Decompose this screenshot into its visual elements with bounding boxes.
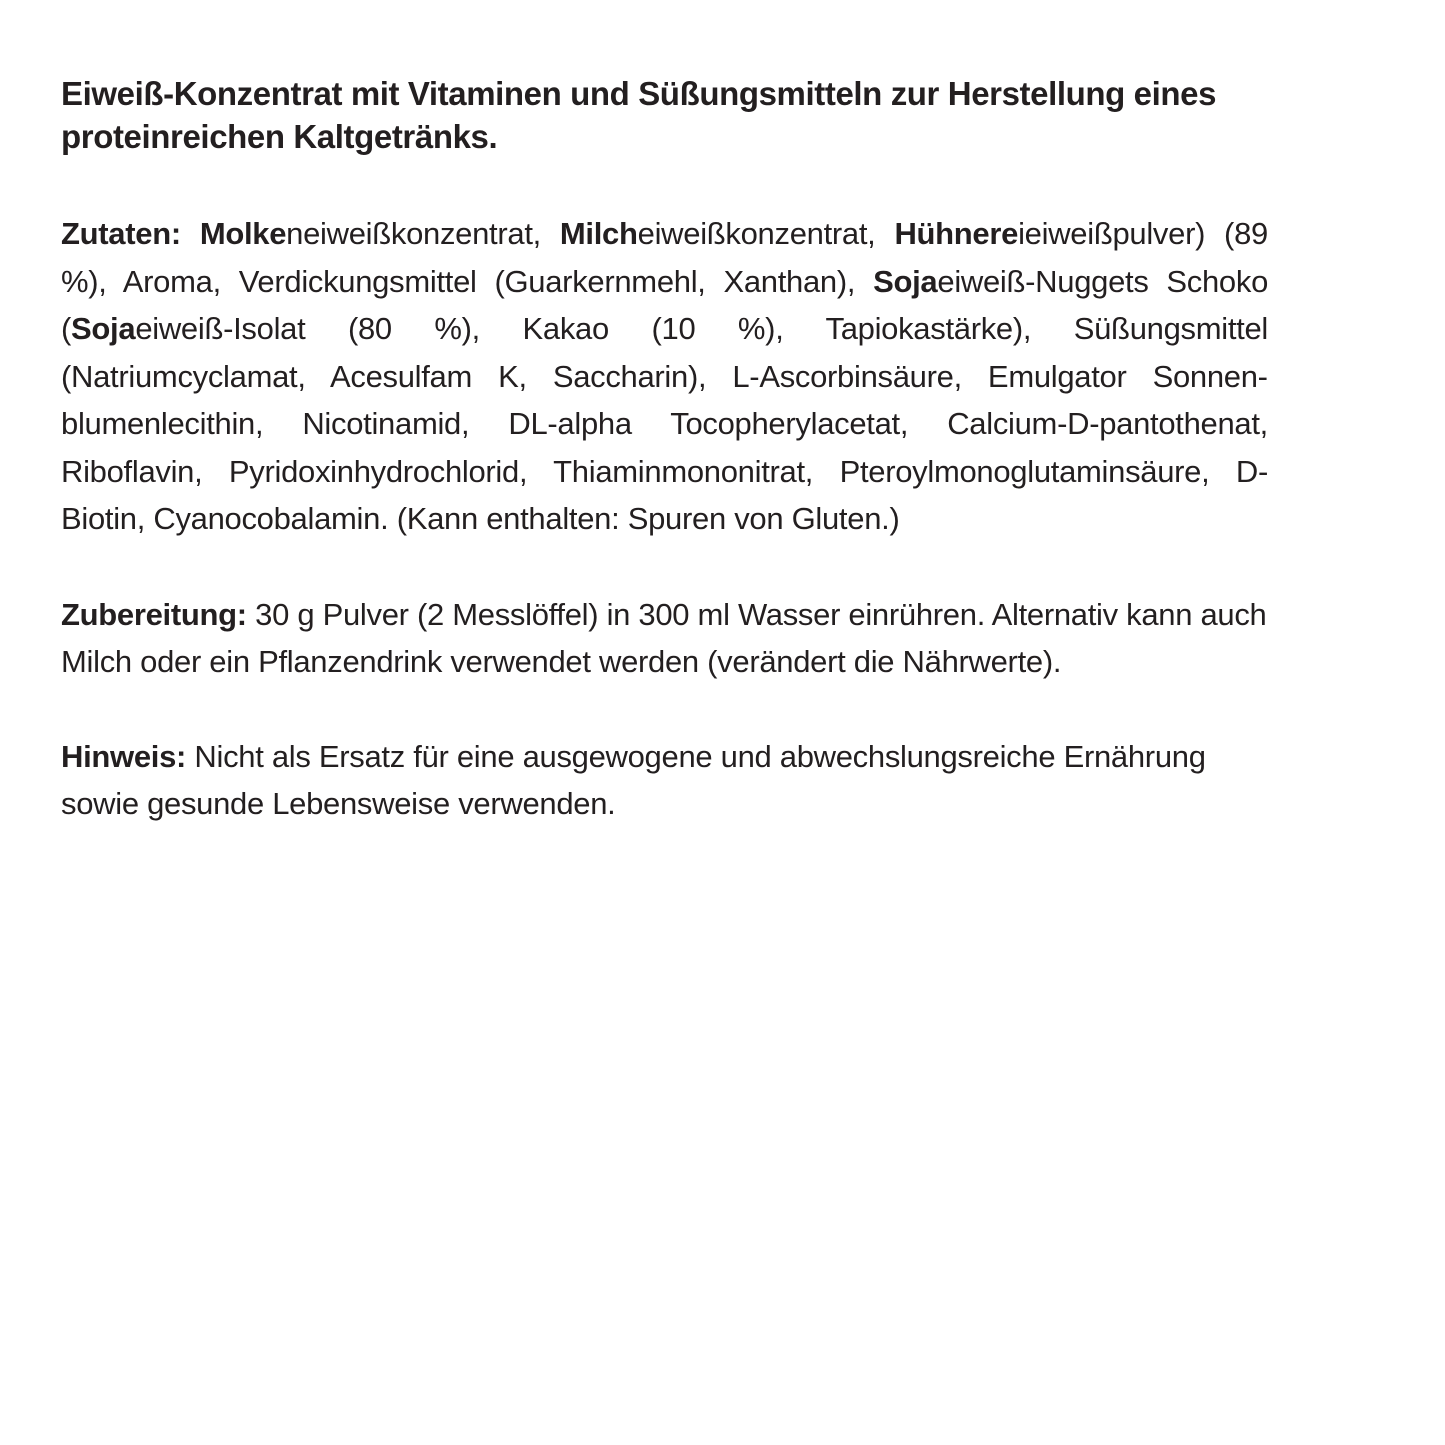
preparation-section <box>61 591 1268 686</box>
ingredient-text: eiweiß-Nuggets Schoko ( <box>61 263 1269 346</box>
ingredient-allergen: Milch <box>559 216 638 251</box>
ingredient-allergen: Molke <box>199 216 287 251</box>
product-title: Eiweiß-Konzentrat mit Vitaminen und Süßungsmitteln zur Herstellung eines proteinreichen Kaltgetränks. <box>61 75 1217 155</box>
ingredient-allergen: Soja <box>71 311 136 346</box>
preparation-text: 30 g Pulver (2 Messlöffel) in 300 ml Wasser einrühren. Alternativ kann auch Milch oder ein Pflanzendrink verwendet werden (verändert die Nährwerte). <box>61 596 1267 679</box>
product-info <box>61 72 1268 828</box>
ingredients-section <box>61 210 1268 543</box>
preparation-label: Zubereitung: <box>61 596 247 632</box>
ingredient-text: eiweißkonzentrat, <box>637 216 895 251</box>
ingredient-allergen: Soja <box>873 263 938 299</box>
note-section <box>61 733 1268 828</box>
ingredients-label: Zutaten: <box>61 216 181 251</box>
ingredient-text: eiweiß-Isolat (80 %), Kakao (10 %), Tapiokastärke), Süßungsmittel (Natriumcyclamat, Acesulfam K, Saccharin), L-Ascorbinsäure, Emulgator Sonnenblumenlecithin, Nicotinamid, DL-alpha Tocopherylacetat, Calcium-D-pantothenat, Riboflavin, Pyridoxinhydrochlorid, Thiaminmononitrat, Pteroylmonoglutaminsäure, D-Biotin, Cyanocobalamin. (Kann enthalten: Spuren von Gluten.) <box>61 311 1268 536</box>
note-label: Hinweis: <box>61 738 187 774</box>
note-text: Nicht als Ersatz für eine ausgewogene und abwechslungsreiche Ernährung sowie gesunde Lebensweise verwenden. <box>61 738 1206 821</box>
ingredient-allergen: Hühnere <box>894 216 1019 251</box>
ingredient-text: ieiweißpulver) (89 %), Aroma, Verdickungsmittel (Guarkernmehl, Xanthan), <box>61 216 1268 299</box>
ingredient-text: neiweißkonzentrat, <box>286 216 560 251</box>
